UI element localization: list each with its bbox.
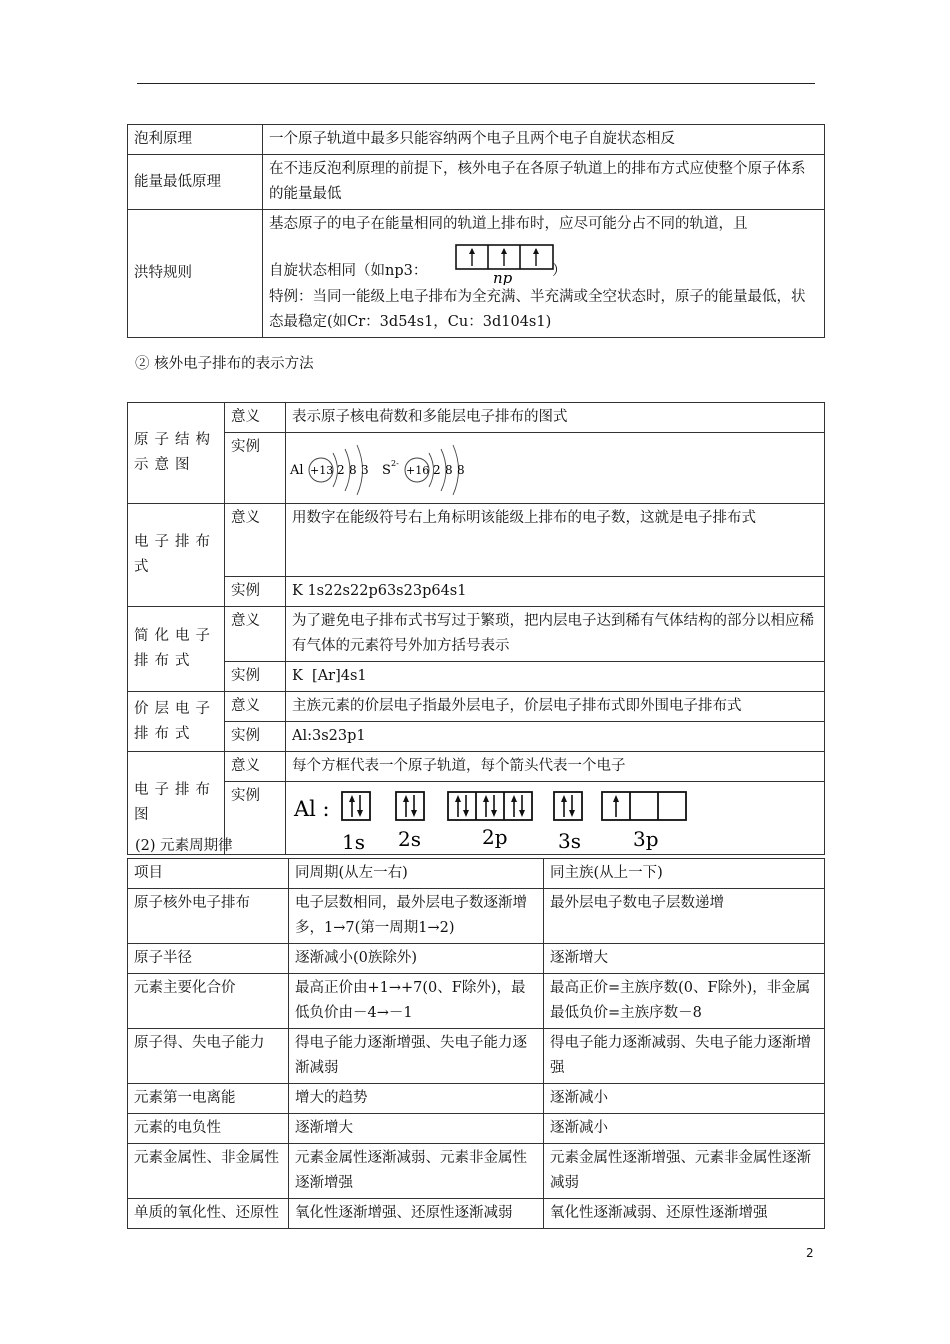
valence-name: 价层电子排布式 [128,692,225,752]
valence-meaning: 主族元素的价层电子指最外层电子，价层电子排布式即外围电子排布式 [286,692,825,722]
hund-name: 洪特规则 [128,210,263,338]
orbital-label-1s: 1s [342,830,365,854]
table-row [128,1199,825,1229]
orbital-label-2s: 2s [398,827,421,851]
table-row [128,607,825,662]
orbital-name: 电子排布图 [128,752,225,855]
pauli-desc: 一个原子轨道中最多只能容纳两个电子且两个电子自旋状态相反 [263,125,825,155]
al-nucleus: +13 [310,464,334,477]
table-cell: 元素主要化合价 [128,974,289,1029]
periodic-table [127,858,825,1229]
table-cell: 原子半径 [128,944,289,974]
page-number: 2 [806,1246,814,1260]
table-row [128,210,825,338]
table-cell: 得电子能力逐渐减弱、失电子能力逐渐增强 [544,1029,825,1084]
table-cell: 原子得、失电子能力 [128,1029,289,1084]
table-cell: 逐渐减小(0族除外) [289,944,544,974]
table-cell: 增大的趋势 [289,1084,544,1114]
table-row [128,577,825,607]
simplified-name: 简化电子排布式 [128,607,225,692]
table-row [128,944,825,974]
meaning-label: 意义 [225,607,286,662]
orbital-label-3s: 3s [558,829,581,853]
structure-name: 原子结构示意图 [128,403,225,504]
table-cell: 逐渐增大 [544,944,825,974]
header-row [128,859,825,889]
pauli-name: 泡利原理 [128,125,263,155]
table-cell: 元素金属性、非金属性 [128,1144,289,1199]
hund-desc2-suffix: ） [552,263,567,279]
table-row [128,403,825,433]
table-cell: 单质的氧化性、还原性 [128,1199,289,1229]
table-cell: 氧化性逐渐增强、还原性逐渐减弱 [289,1199,544,1229]
meaning-label: 意义 [225,692,286,722]
table-cell: 逐渐减小 [544,1114,825,1144]
column-header: 同主族(从上一下) [544,859,825,889]
example-label: 实例 [225,433,286,504]
table-cell: 元素的电负性 [128,1114,289,1144]
orbital-example [286,782,825,855]
table-row [128,433,825,504]
table-row [128,974,825,1029]
np3-orbital-diagram [449,237,559,285]
np-label: np [493,269,513,285]
hund-desc1: 基态原子的电子在能量相同的轨道上排布时，应尽可能分占不同的轨道，且 [269,216,748,232]
table-row [128,662,825,692]
example-label: 实例 [225,577,286,607]
table-cell: 最外层电子数电子层数递增 [544,889,825,944]
al-shell-3: 3 [361,463,369,477]
table-row [128,1114,825,1144]
lowest-energy-desc: 在不违反泡利原理的前提下，核外电子在各原子轨道上的排布方式应使整个原子体系的能量最低 [263,155,825,210]
table-row [128,752,825,782]
orbital-meaning: 每个方框代表一个原子轨道，每个箭头代表一个电子 [286,752,825,782]
column-header: 同周期(从左一右) [289,859,544,889]
structure-example [286,433,825,504]
config-meaning: 用数字在能级符号右上角标明该能级上排布的电子数，这就是电子排布式 [286,504,825,577]
column-header: 项目 [128,859,289,889]
table-row [128,504,825,577]
atomic-structure-diagram [286,433,486,503]
table-row [128,155,825,210]
s-symbol: S [382,463,391,478]
table-cell: 逐渐增大 [289,1114,544,1144]
table-cell: 逐渐减小 [544,1084,825,1114]
simplified-meaning: 为了避免电子排布式书写过于繁琐，把内层电子达到稀有气体结构的部分以相应稀有气体的元素符号外加方括号表示 [286,607,825,662]
al-symbol: Al [290,463,304,478]
example-label: 实例 [225,782,286,855]
al-shell-1: 2 [337,463,345,477]
table-cell: 最高正价由+1→+7(0、F除外)，最低负价由－4→－1 [289,974,544,1029]
table-cell: 元素第一电离能 [128,1084,289,1114]
section3-title: (2) 元素周期律 [135,838,233,854]
table-row [128,889,825,944]
s-shell-3: 8 [457,463,465,477]
hund-desc2 [269,237,818,285]
table-cell: 最高正价=主族序数(0、F除外)，非金属最低负价=主族序数－8 [544,974,825,1029]
table-cell: 原子核外电子排布 [128,889,289,944]
config-name: 电子排布式 [128,504,225,607]
structure-meaning: 表示原子核电荷数和多能层电子排布的图式 [286,403,825,433]
table-row [128,125,825,155]
example-label: 实例 [225,662,286,692]
valence-example: Al:3s23p1 [286,722,825,752]
orbital-element: Al : [294,797,330,821]
table-row [128,722,825,752]
s-shell-1: 2 [433,463,441,477]
config-example: K 1s22s22p63s23p64s1 [286,577,825,607]
table-cell: 得电子能力逐渐增强、失电子能力逐渐减弱 [289,1029,544,1084]
table-cell: 元素金属性逐渐增强、元素非金属性逐渐减弱 [544,1144,825,1199]
table-row [128,1084,825,1114]
table-cell: 氧化性逐渐减弱、还原性逐渐增强 [544,1199,825,1229]
simplified-example: K [Ar]4s1 [286,662,825,692]
meaning-label: 意义 [225,504,286,577]
hund-cell [263,210,825,338]
s-nucleus: +16 [406,464,430,477]
s-shell-2: 8 [445,463,453,477]
header-rule [137,83,815,84]
al-orbital-diagram [286,782,696,854]
table-row [128,692,825,722]
representation-table [127,402,825,855]
hund-special: 特例：当同一能级上电子排布为全充满、半充满或全空状态时，原子的能量最低，状态最稳定(如Cr：3d54s1，Cu：3d104s1) [269,289,806,330]
table-cell: 元素金属性逐渐减弱、元素非金属性逐渐增强 [289,1144,544,1199]
table-row [128,1144,825,1199]
s-charge: 2- [391,459,399,468]
al-shell-2: 8 [349,463,357,477]
lowest-energy-name: 能量最低原理 [128,155,263,210]
table-row [128,1029,825,1084]
orbital-label-3p: 3p [633,827,659,851]
example-label: 实例 [225,722,286,752]
section2-title: ② 核外电子排布的表示方法 [135,356,314,372]
orbital-label-2p: 2p [482,825,508,849]
meaning-label: 意义 [225,752,286,782]
hund-desc2-prefix: 自旋状态相同（如np3： [269,263,428,279]
principles-table [127,124,825,338]
meaning-label: 意义 [225,403,286,433]
table-cell: 电子层数相同，最外层电子数逐渐增多，1→7(第一周期1→2) [289,889,544,944]
